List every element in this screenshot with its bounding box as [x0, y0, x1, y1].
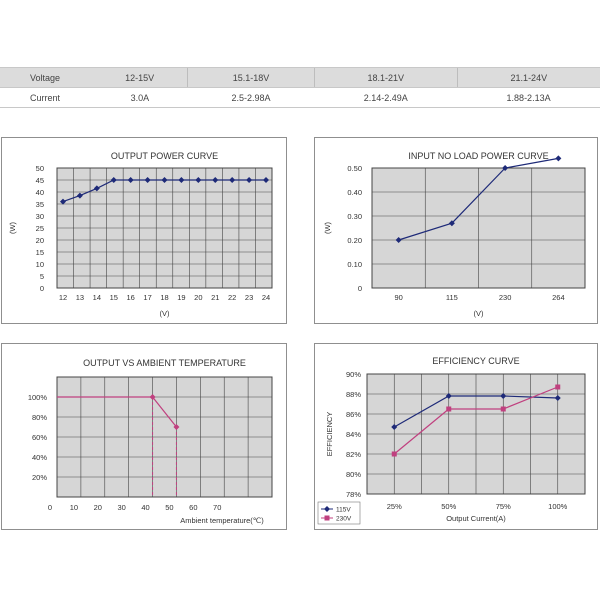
x-tick-label: 19 — [177, 293, 186, 302]
y-tick-label: 40% — [31, 453, 47, 462]
y-tick-label: 0.40 — [347, 188, 362, 197]
x-axis-label: (V) — [159, 309, 170, 318]
y-tick-label: 100% — [27, 393, 47, 402]
efficiency-chart — [315, 344, 597, 529]
y-tick-label: 40 — [35, 188, 44, 197]
y-tick-label: 0.20 — [347, 236, 362, 245]
y-tick-label: 35 — [35, 200, 44, 209]
spec-row-cell: 3.0A — [92, 88, 188, 108]
x-tick-label: 50% — [441, 502, 457, 511]
chart-title: OUTPUT VS AMBIENT TEMPERATURE — [83, 358, 246, 368]
output-power-chart — [2, 138, 286, 323]
x-tick-label: 22 — [227, 293, 237, 302]
legend-label: 115V — [336, 506, 351, 514]
x-tick-label: 12 — [58, 293, 68, 302]
x-tick-label: 10 — [69, 503, 79, 512]
y-tick-label: 25 — [35, 224, 44, 233]
x-axis-label: Ambient temperature(℃) — [180, 516, 264, 525]
x-tick-label: 0 — [47, 503, 53, 512]
data-point — [446, 407, 451, 412]
x-tick-label: 20 — [194, 293, 203, 302]
y-tick-label: 78% — [345, 490, 361, 499]
x-tick-label: 230 — [498, 293, 512, 302]
y-tick-label: 45 — [35, 176, 44, 185]
x-tick-label: 13 — [75, 293, 85, 302]
ambient-temperature-panel — [1, 343, 287, 530]
y-tick-label: 5 — [39, 272, 44, 281]
y-tick-label: 60% — [31, 433, 47, 442]
legend-label: 230V — [336, 515, 352, 523]
spec-row-cell: 1.88-2.13A — [457, 88, 600, 108]
ambient-temperature-chart — [2, 344, 286, 529]
data-point — [392, 452, 397, 457]
data-point — [501, 407, 506, 412]
y-tick-label: 82% — [345, 450, 361, 459]
x-tick-label: 100% — [548, 502, 568, 511]
y-tick-label: 0 — [357, 284, 362, 293]
chart-title: OUTPUT POWER CURVE — [110, 151, 219, 161]
y-tick-label: 15 — [35, 248, 44, 257]
spec-header-cell: 15.1-18V — [188, 68, 315, 88]
efficiency-panel — [314, 343, 598, 530]
y-tick-label: 0.30 — [347, 212, 362, 221]
x-tick-label: 21 — [211, 293, 220, 302]
input-no-load-chart — [315, 138, 597, 323]
x-tick-label: 70 — [213, 503, 222, 512]
x-tick-label: 50 — [165, 503, 174, 512]
x-tick-label: 264 — [552, 293, 565, 302]
x-axis-label: Output Current(A) — [446, 514, 506, 523]
x-tick-label: 60 — [189, 503, 198, 512]
chart-title: INPUT NO LOAD POWER CURVE — [408, 151, 549, 161]
y-tick-label: 88% — [345, 390, 361, 399]
x-tick-label: 14 — [92, 293, 102, 302]
y-tick-label: 20 — [35, 236, 44, 245]
y-tick-label: 84% — [345, 430, 361, 439]
x-tick-label: 30 — [117, 503, 126, 512]
x-axis-label: (V) — [473, 309, 484, 318]
y-tick-label: 0.50 — [347, 164, 362, 173]
x-tick-label: 75% — [495, 502, 511, 511]
y-tick-label: 0 — [39, 284, 44, 293]
chart-title: EFFICIENCY CURVE — [432, 356, 520, 366]
spec-row-cell: 2.5-2.98A — [188, 88, 315, 108]
spec-header-label: Voltage — [0, 68, 92, 88]
y-tick-label: 10 — [35, 260, 44, 269]
y-tick-label: 0.10 — [347, 260, 362, 269]
data-point — [555, 155, 561, 161]
spec-current-row — [0, 88, 600, 108]
y-tick-label: 90% — [345, 370, 361, 379]
y-axis-label: EFFICIENCY — [325, 411, 334, 457]
spec-header-cell: 21.1-24V — [457, 68, 600, 88]
y-tick-label: 86% — [345, 410, 361, 419]
output-power-panel — [1, 137, 287, 324]
x-tick-label: 15 — [109, 293, 118, 302]
x-tick-label: 20 — [93, 503, 102, 512]
x-tick-label: 40 — [141, 503, 150, 512]
y-tick-label: 30 — [35, 212, 44, 221]
spec-table — [0, 67, 600, 108]
y-axis-label: (W) — [323, 221, 332, 235]
spec-row-cell: 2.14-2.49A — [314, 88, 457, 108]
x-tick-label: 115 — [445, 293, 458, 302]
x-tick-label: 23 — [244, 293, 254, 302]
data-point — [325, 516, 330, 521]
x-tick-label: 25% — [386, 502, 402, 511]
x-tick-label: 16 — [126, 293, 135, 302]
spec-row-label: Current — [0, 88, 92, 108]
x-tick-label: 24 — [261, 293, 271, 302]
y-tick-label: 50 — [35, 164, 44, 173]
y-tick-label: 20% — [31, 473, 47, 482]
x-tick-label: 18 — [160, 293, 169, 302]
y-tick-label: 80% — [31, 413, 47, 422]
spec-header-cell: 18.1-21V — [314, 68, 457, 88]
spec-header-cell: 12-15V — [92, 68, 188, 88]
input-no-load-panel — [314, 137, 598, 324]
y-axis-label: (W) — [8, 221, 17, 235]
y-tick-label: 80% — [345, 470, 361, 479]
spec-header-row — [0, 68, 600, 88]
data-point — [555, 385, 560, 390]
x-tick-label: 17 — [143, 293, 152, 302]
x-tick-label: 90 — [394, 293, 403, 302]
